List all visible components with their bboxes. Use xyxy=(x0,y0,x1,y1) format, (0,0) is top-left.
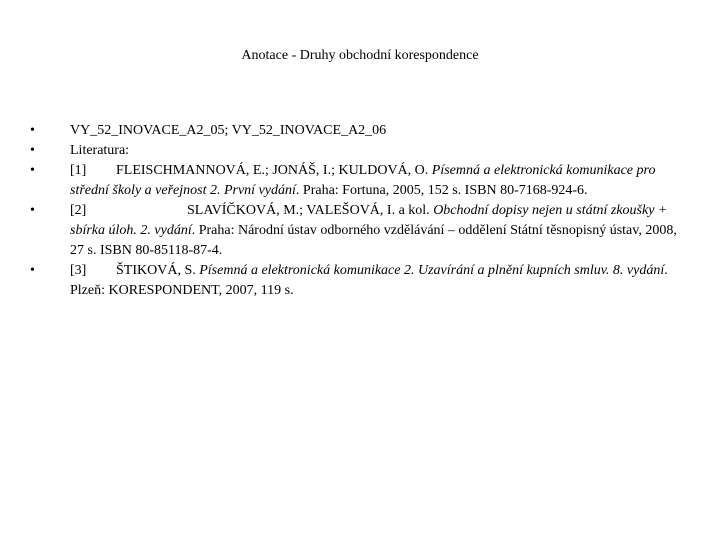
bullet-icon: • xyxy=(30,263,35,278)
bullet-list xyxy=(30,121,690,301)
reference-item xyxy=(30,201,690,261)
bullet-icon: • xyxy=(30,143,35,158)
reference-authors: FLEISCHMANNOVÁ, E.; JONÁŠ, I.; KULDOVÁ, O. xyxy=(116,163,432,178)
reference-publication: . Praha: Národní ústav odborného vzdělávání – oddělení Státní těsnopisný ústav, 2008, 27 s. ISBN 80-85118-87-4. xyxy=(70,223,677,258)
reference-item xyxy=(30,161,690,201)
reference-item xyxy=(30,261,690,301)
bullet-icon: • xyxy=(30,163,35,178)
reference-title: Písemná a elektronická komunikace pro střední školy a veřejnost 2. První vydání xyxy=(70,163,656,198)
list-item xyxy=(30,141,690,161)
reference-authors: SLAVÍČKOVÁ, M.; VALEŠOVÁ, I. a kol. xyxy=(187,203,434,218)
reference-authors: ŠTIKOVÁ, S. xyxy=(116,263,200,278)
reference-title: Písemná a elektronická komunikace 2. Uzavírání a plnění kupních smluv. 8. vydání xyxy=(199,263,665,278)
reference-publication: . Plzeň: KORESPONDENT, 2007, 119 s. xyxy=(70,263,668,298)
reference-number: [3] xyxy=(70,263,87,278)
bullet-icon: • xyxy=(30,203,35,218)
slide-title: Anotace - Druhy obchodní korespondence xyxy=(241,48,479,63)
reference-title: Obchodní dopisy nejen u státní zkoušky + sbírka úloh. 2. vydání xyxy=(70,203,668,238)
list-item-text: VY_52_INOVACE_A2_05; VY_52_INOVACE_A2_06 xyxy=(70,123,387,138)
bullet-icon: • xyxy=(30,123,35,138)
reference-publication: . Praha: Fortuna, 2005, 152 s. ISBN 80-7168-924-6. xyxy=(295,183,588,198)
reference-number: [2] xyxy=(70,203,87,218)
reference-number: [1] xyxy=(70,163,87,178)
list-item xyxy=(30,121,690,141)
list-item-text: Literatura: xyxy=(70,143,130,158)
